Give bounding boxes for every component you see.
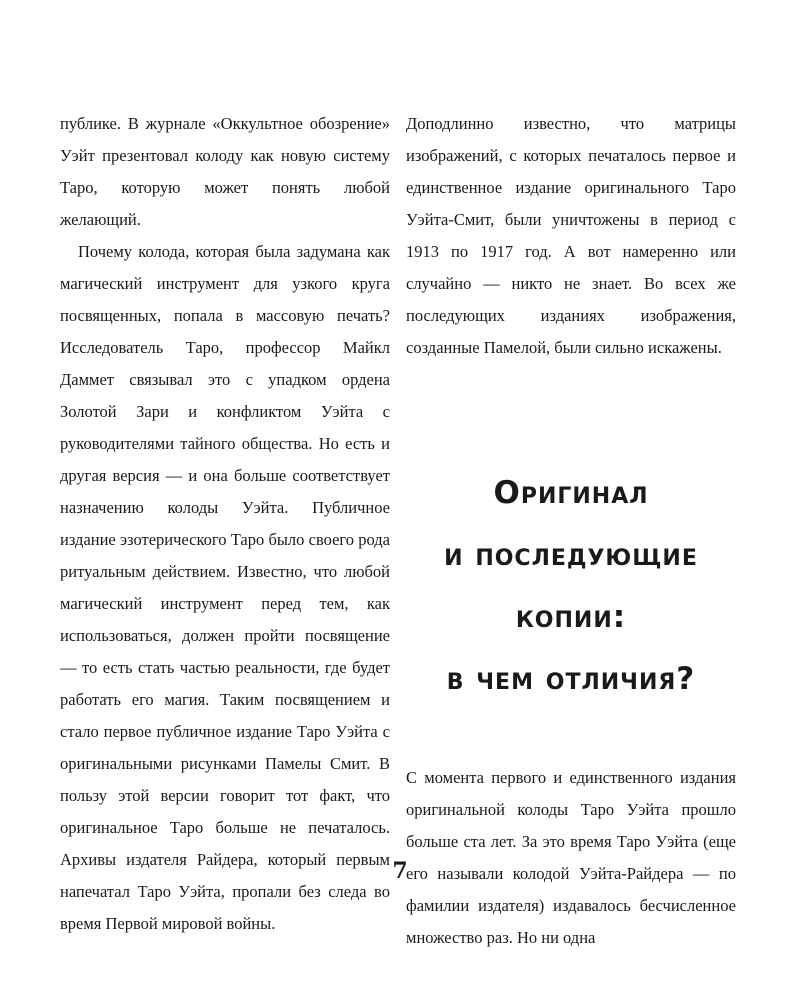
left-column — [60, 108, 390, 940]
heading-line-2: и последующие копии: — [444, 537, 698, 635]
heading-line-1: Оригинал — [493, 475, 649, 511]
heading-line-3: в чем отличия? — [446, 661, 696, 697]
body-paragraph-4: С момента первого и единственного издания оригинальной колоды Таро Уэйта прошло больше ста лет. За это время Таро Уэйта (еще его называли колодой Уэйта-Райдера — по фамилии издателя) издавалось бесчисленное множество раз. Но ни одна — [406, 768, 736, 947]
right-column — [406, 108, 736, 954]
body-paragraph-3: Доподлинно известно, что матрицы изображений, с которых печаталось первое и единственное издание оригинального Таро Уэйта-Смит, были уничтожены в период с 1913 по 1917 год. А вот намеренно или случайно — никто не знает. Во всех же последующих изданиях изображения, созданные Памелой, были сильно искажены. — [406, 114, 736, 357]
page-number: 7 — [392, 858, 408, 884]
section-heading — [406, 462, 736, 710]
body-paragraph-1: публике. В журнале «Оккультное обозрение» Уэйт презентовал колоду как новую систему Таро, которую может понять любой желающий. — [60, 114, 390, 229]
body-paragraph-2: Почему колода, которая была задумана как магический инструмент для узкого круга посвященных, попала в массовую печать? Исследователь Таро, профессор Майкл Даммет связывал это с упадком ордена Золотой Зари и конфликтом Уэйта с руководителями тайного общества. Но есть и другая версия — и она больше соответствует назначению колоды Уэйта. Публичное издание эзотерического Таро было своего рода ритуальным действием. Известно, что любой магический инструмент перед тем, как использоваться, должен пройти посвящение — то есть стать частью реальности, где будет работать его магия. Таким посвящением и стало первое публичное издание Таро Уэйта с оригинальными рисунками Памелы Смит. В пользу этой версии говорит тот факт, что оригинальное Таро больше не печаталось. Архивы издателя Райдера, который первым напечатал Таро Уэйта, пропали без следа во время Первой мировой войны. — [60, 242, 390, 933]
